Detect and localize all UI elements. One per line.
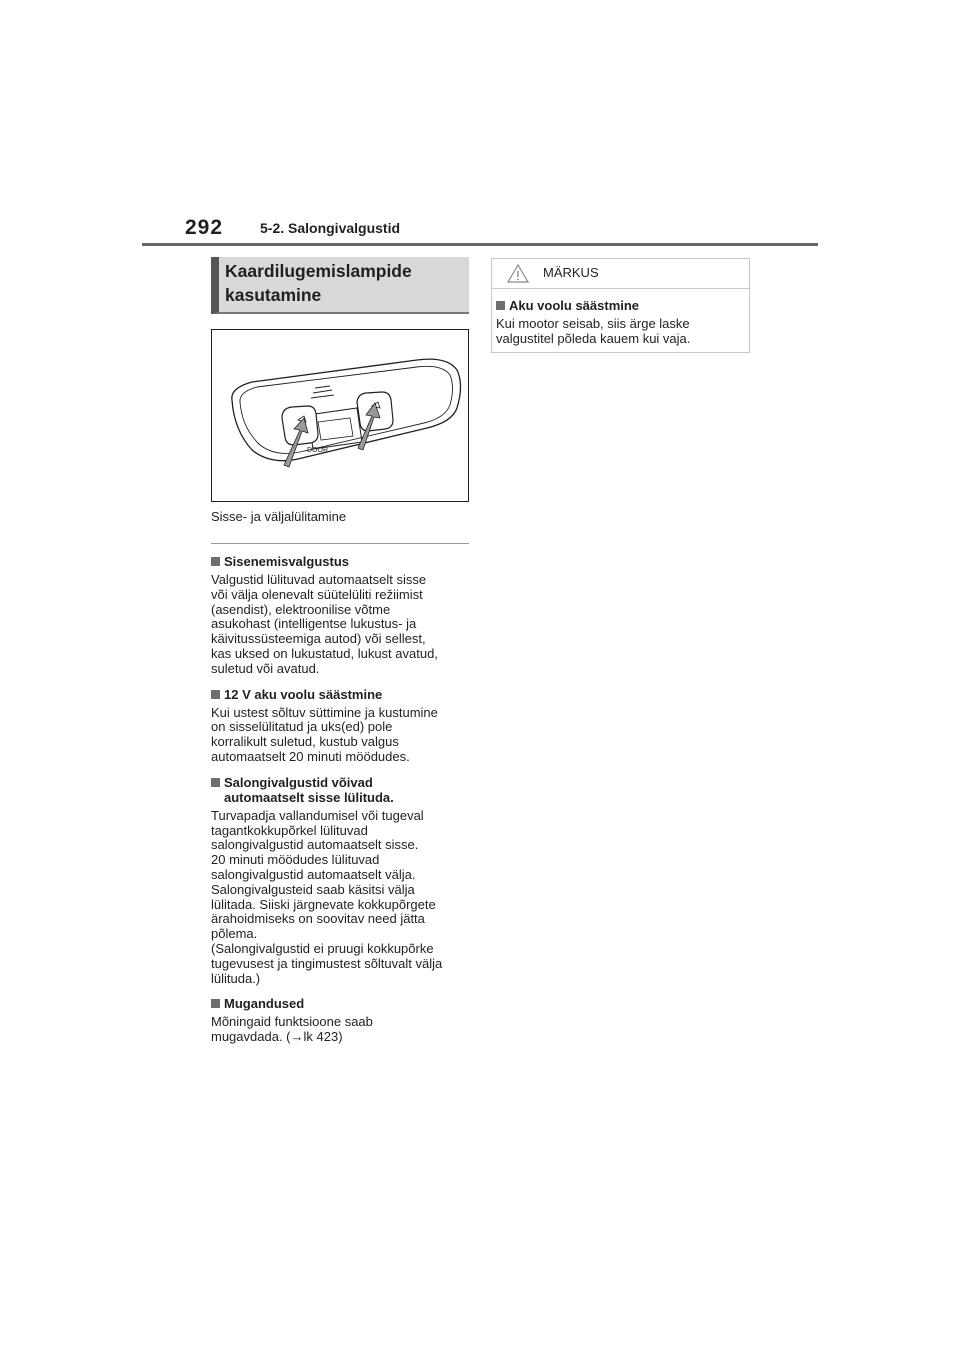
header-rule <box>142 243 818 246</box>
heading-line-1: Kaardilugemislampide <box>225 261 412 281</box>
block-title: Sisenemisvalgustus <box>211 554 469 569</box>
overhead-console-drawing <box>212 330 468 501</box>
svg-text:DOOR: DOOR <box>307 447 328 454</box>
page-reference-arrow: → <box>290 1029 304 1045</box>
info-block <box>211 775 469 987</box>
info-block <box>211 554 469 677</box>
block-text: Kui ustest sõltuv süttimine ja kustumine on sisselülitatud ja uks(ed) pole korralikult suletud, kustub valgus automaatselt 20 minuti möödudes. <box>211 704 438 764</box>
block-text: Mõningaid funktsioone saab mugavdada. (→lk 423) <box>211 1014 373 1045</box>
square-bullet-icon <box>211 557 220 566</box>
info-block <box>211 996 469 1045</box>
warning-triangle-icon <box>507 264 529 283</box>
map-lamp-illustration <box>211 329 469 502</box>
block-title: Salongivalgustid võivad automaatselt sisse lülituda. <box>211 775 469 805</box>
left-column <box>211 257 469 1045</box>
notice-title: Aku voolu säästmine <box>496 298 745 313</box>
figure-caption: Sisse- ja väljalülitamine <box>211 509 347 524</box>
notice-header <box>492 259 749 289</box>
notice-label: MÄRKUS <box>543 265 599 280</box>
section-heading <box>211 257 469 314</box>
square-bullet-icon <box>211 690 220 699</box>
block-title: 12 V aku voolu säästmine <box>211 687 469 702</box>
heading-line-2: kasutamine <box>225 285 322 305</box>
block-text: Valgustid lülituvad automaatselt sisse või välja olenevalt süütelüliti režiimist (asendist), elektroonilise võtme asukohast (intelligentse lukustus- ja käivitussüsteemiga autod) või sellest, kas uksed on lukustatud, lukust avatud, suletud või avatud. <box>211 572 438 676</box>
page-reference-link[interactable]: lk 423) <box>303 1029 343 1045</box>
page-number: 292 <box>185 216 224 239</box>
divider <box>211 543 469 544</box>
square-bullet-icon <box>496 301 505 310</box>
block-text: Turvapadja vallandumisel või tugeval tagantkokkupõrkel lülituvad salongivalgustid automaatselt sisse. 20 minuti möödudes lülituvad salongivalgustid automaatselt välja. Salongivalgusteid saab käsitsi välja lülitada. Siiski järgnevate kokkupõrgete ärahoidmiseks on soovitav need jätta põlema. (Salongivalgustid ei pruugi kokkupõrke tugevusest ja tingimustest sõltuvalt välja lülituda.) <box>211 807 443 986</box>
square-bullet-icon <box>211 999 220 1008</box>
info-block <box>211 687 469 765</box>
notice-body <box>492 289 749 347</box>
section-title: 5-2. Salongivalgustid <box>260 220 401 236</box>
square-bullet-icon <box>211 778 220 787</box>
notice-box <box>491 258 750 353</box>
notice-text: Kui mootor seisab, siis ärge laske valgustitel põleda kauem kui vaja. <box>496 316 691 346</box>
block-title: Mugandused <box>211 996 469 1011</box>
